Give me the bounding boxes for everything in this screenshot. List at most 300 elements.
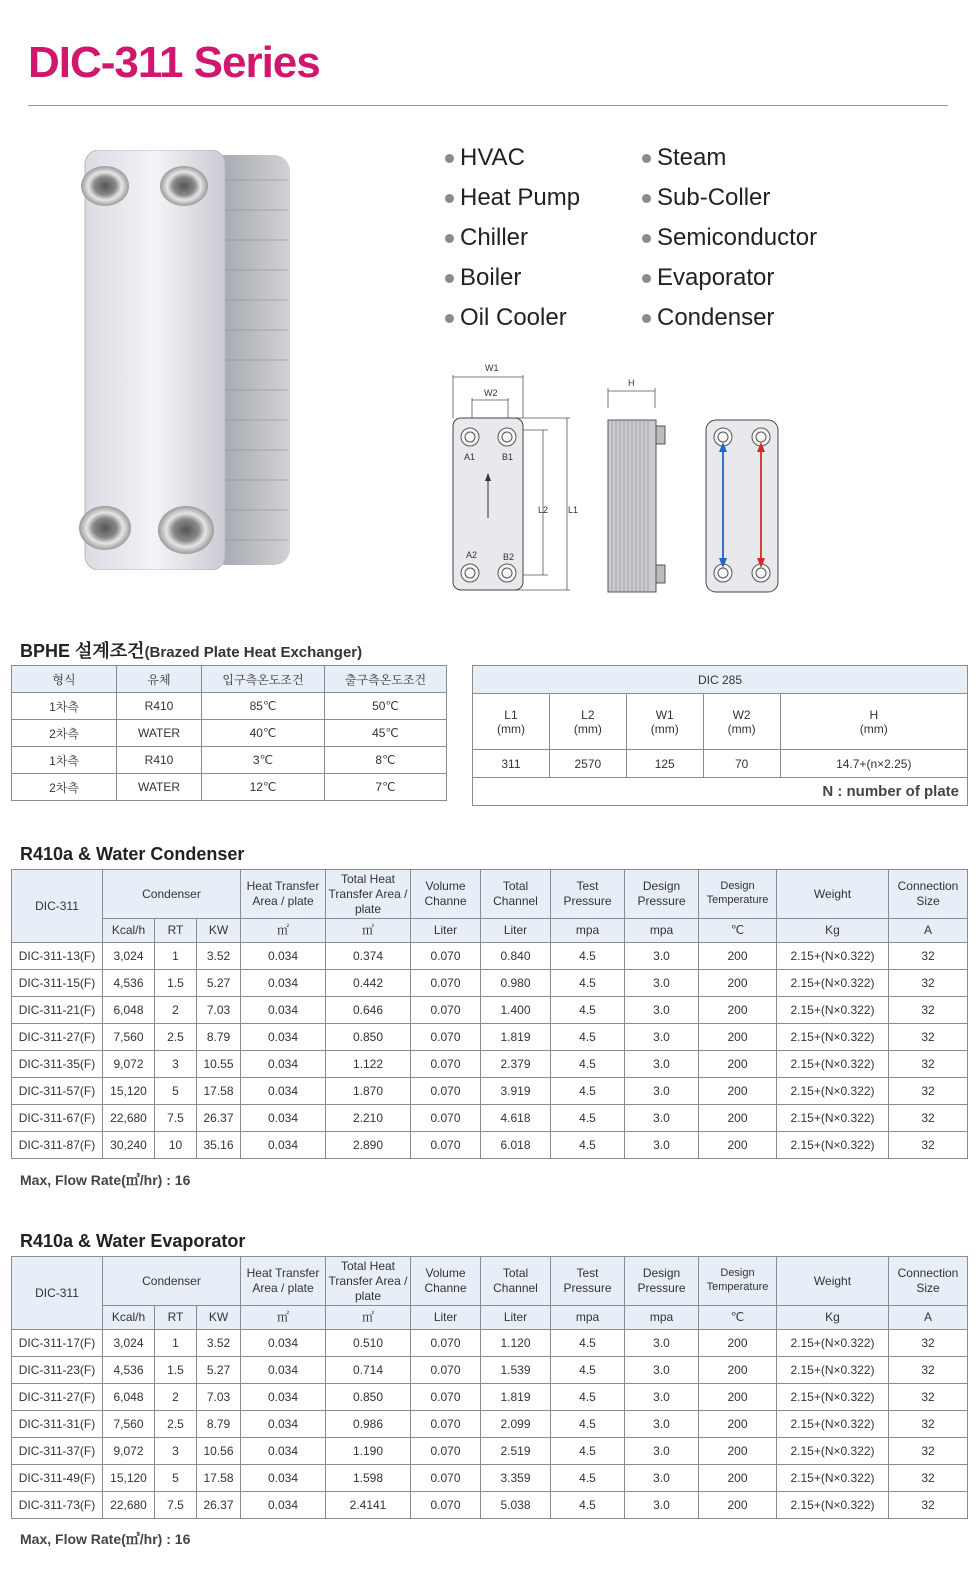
table-cell: 0.070 (411, 1024, 481, 1051)
application-item: Steam (642, 138, 817, 178)
table-cell: 3.0 (625, 1105, 699, 1132)
table-row (12, 1465, 968, 1492)
table-header-cell: Connection Size (889, 1257, 968, 1306)
table-cell: 7℃ (325, 774, 447, 801)
table-cell: 3.0 (625, 1051, 699, 1078)
table-cell: 3,024 (103, 943, 155, 970)
table-cell: 3.0 (625, 1384, 699, 1411)
bullet-icon (445, 194, 454, 203)
table-cell: 32 (889, 1078, 968, 1105)
table-cell: 4.5 (551, 1051, 625, 1078)
table-header-cell: Connection Size (889, 870, 968, 919)
table-header-cell: DIC-311 (12, 1257, 103, 1330)
table-cell: 1.190 (326, 1438, 411, 1465)
table-header-cell: Total Channel (481, 1257, 551, 1306)
table-cell: 0.034 (241, 1105, 326, 1132)
table-cell: 1.400 (481, 997, 551, 1024)
table-cell: 1.598 (326, 1465, 411, 1492)
table-cell: 32 (889, 1384, 968, 1411)
table-cell: 0.442 (326, 970, 411, 997)
table-cell: 15,120 (103, 1078, 155, 1105)
bphe-conditions-table (11, 665, 447, 801)
table-cell: 32 (889, 1465, 968, 1492)
a2-label: A2 (466, 550, 478, 560)
table-cell: 1 (155, 1330, 197, 1357)
table-row (473, 750, 968, 778)
evaporator-section-title: R410a & Water Evaporator (20, 1231, 246, 1251)
table-cell: 85℃ (202, 693, 325, 720)
table-cell: 2.15+(N×0.322) (777, 1024, 889, 1051)
table-cell: 3.52 (197, 1330, 241, 1357)
application-item: Heat Pump (445, 178, 580, 218)
table-header-cell: Weight (777, 1257, 889, 1306)
table-cell: 32 (889, 970, 968, 997)
table-cell: 0.034 (241, 1411, 326, 1438)
table-cell: 200 (699, 1024, 777, 1051)
table-header-cell: mpa (625, 919, 699, 943)
plate-note: N : number of plate (473, 778, 968, 806)
dimension-diagram (440, 360, 800, 605)
table-header-cell: Volume Channe (411, 870, 481, 919)
table-cell: 3.0 (625, 1330, 699, 1357)
table-cell: 3.0 (625, 1078, 699, 1105)
b2-label: B2 (503, 552, 515, 562)
table-header-cell: Kcal/h (103, 1306, 155, 1330)
table-header-cell: Liter (411, 919, 481, 943)
table-cell: 0.070 (411, 1330, 481, 1357)
table-header-cell: ㎡ (241, 1306, 326, 1330)
table-cell: 2차측 (12, 720, 117, 747)
table-cell: 200 (699, 970, 777, 997)
table-cell: 4.5 (551, 1438, 625, 1465)
table-cell: R410 (117, 693, 202, 720)
table-cell: DIC-311-27(F) (12, 1384, 103, 1411)
table-cell: 5 (155, 1465, 197, 1492)
table-cell: 3.0 (625, 1465, 699, 1492)
table-cell: 3.919 (481, 1078, 551, 1105)
table-cell: 32 (889, 1105, 968, 1132)
table-cell: 1.539 (481, 1357, 551, 1384)
table-cell: 4.5 (551, 970, 625, 997)
table-cell: 6.018 (481, 1132, 551, 1159)
table-header-cell: 출구측온도조건 (325, 666, 447, 693)
table-cell: 12℃ (202, 774, 325, 801)
table-cell: 311 (473, 750, 550, 778)
table-header-cell: ㎡ (326, 1306, 411, 1330)
table-header-cell: RT (155, 1306, 197, 1330)
table-cell: 1.870 (326, 1078, 411, 1105)
table-cell: 2차측 (12, 774, 117, 801)
table-cell: 0.070 (411, 1078, 481, 1105)
table-cell: 0.980 (481, 970, 551, 997)
table-header-cell: RT (155, 919, 197, 943)
table-row (12, 1384, 968, 1411)
table-cell: 50℃ (325, 693, 447, 720)
table-cell: 4,536 (103, 1357, 155, 1384)
table-cell: 2.4141 (326, 1492, 411, 1519)
table-cell: 4.5 (551, 1105, 625, 1132)
table-cell: DIC-311-21(F) (12, 997, 103, 1024)
condenser-table (11, 869, 968, 1159)
table-row (12, 1492, 968, 1519)
table-cell: 17.58 (197, 1465, 241, 1492)
table-header-cell: Weight (777, 870, 889, 919)
table-header-cell: A (889, 919, 968, 943)
application-item: Chiller (445, 218, 580, 258)
table-cell: 3.0 (625, 1411, 699, 1438)
bullet-icon (642, 234, 651, 243)
application-item: Sub-Coller (642, 178, 817, 218)
table-cell: DIC-311-57(F) (12, 1078, 103, 1105)
table-header-cell: DIC 285 (473, 666, 968, 694)
table-header-cell: Condenser (103, 1257, 241, 1306)
table-cell: DIC-311-27(F) (12, 1024, 103, 1051)
table-header-cell: mpa (551, 919, 625, 943)
table-cell: 0.714 (326, 1357, 411, 1384)
l2-label: L2 (538, 505, 549, 515)
table-cell: 200 (699, 1384, 777, 1411)
table-row (12, 1051, 968, 1078)
table-cell: 9,072 (103, 1051, 155, 1078)
table-cell: 7.5 (155, 1492, 197, 1519)
condenser-section-title: R410a & Water Condenser (20, 844, 245, 864)
bullet-icon (642, 194, 651, 203)
table-cell: 32 (889, 1357, 968, 1384)
table-row (12, 747, 447, 774)
table-cell: L1 (mm) (473, 694, 550, 750)
table-header-cell: KW (197, 1306, 241, 1330)
table-cell: 2.519 (481, 1438, 551, 1465)
table-row (12, 970, 968, 997)
table-cell: 17.58 (197, 1078, 241, 1105)
application-item: Oil Cooler (445, 298, 580, 338)
table-cell: WATER (117, 774, 202, 801)
table-cell: 2.15+(N×0.322) (777, 1384, 889, 1411)
table-cell: 4.5 (551, 1078, 625, 1105)
table-header-cell: Test Pressure (551, 870, 625, 919)
table-cell: 0.070 (411, 997, 481, 1024)
table-row (12, 693, 447, 720)
table-cell: 32 (889, 943, 968, 970)
table-header-cell: Liter (481, 919, 551, 943)
table-cell: 200 (699, 1132, 777, 1159)
table-cell: 2.15+(N×0.322) (777, 1051, 889, 1078)
table-cell: 200 (699, 1078, 777, 1105)
table-header-cell: ㎡ (326, 919, 411, 943)
table-cell: 0.034 (241, 970, 326, 997)
table-header-cell: 형식 (12, 666, 117, 693)
table-header-cell: Design Pressure (625, 870, 699, 919)
table-cell: 4.5 (551, 1465, 625, 1492)
table-cell: 3.0 (625, 1357, 699, 1384)
table-cell: 2.15+(N×0.322) (777, 1465, 889, 1492)
a1-label: A1 (464, 452, 476, 462)
table-cell: 0.840 (481, 943, 551, 970)
table-header-cell: Liter (411, 1306, 481, 1330)
table-cell: 3 (155, 1438, 197, 1465)
table-cell: 2.15+(N×0.322) (777, 1357, 889, 1384)
table-cell: 4.5 (551, 1357, 625, 1384)
table-cell: 7,560 (103, 1024, 155, 1051)
table-cell: 0.070 (411, 1492, 481, 1519)
table-header-cell: Liter (481, 1306, 551, 1330)
table-cell: DIC-311-49(F) (12, 1465, 103, 1492)
table-cell: 1차측 (12, 693, 117, 720)
table-cell: 1.5 (155, 1357, 197, 1384)
table-cell: 0.070 (411, 1438, 481, 1465)
table-cell: 4.618 (481, 1105, 551, 1132)
table-cell: 0.034 (241, 1132, 326, 1159)
table-cell: 3.0 (625, 1024, 699, 1051)
table-header-cell: ℃ (699, 1306, 777, 1330)
table-cell: 1.819 (481, 1024, 551, 1051)
table-header-cell: Total Heat Transfer Area / plate (326, 870, 411, 919)
table-cell: 4.5 (551, 943, 625, 970)
table-cell: 0.034 (241, 1330, 326, 1357)
table-cell: 10 (155, 1132, 197, 1159)
bphe-section-title: BPHE 설계조건(Brazed Plate Heat Exchanger) (20, 641, 363, 661)
table-cell: 4.5 (551, 1330, 625, 1357)
table-cell: 0.070 (411, 943, 481, 970)
table-row (12, 1438, 968, 1465)
table-header-cell: ㎡ (241, 919, 326, 943)
table-cell: W2 (mm) (703, 694, 780, 750)
table-header-cell: Heat Transfer Area / plate (241, 870, 326, 919)
table-cell: 2 (155, 997, 197, 1024)
table-cell: 0.510 (326, 1330, 411, 1357)
page-title: DIC-311 Series (28, 38, 320, 87)
table-cell: 0.374 (326, 943, 411, 970)
table-cell: 8℃ (325, 747, 447, 774)
b1-label: B1 (502, 452, 514, 462)
table-row (12, 943, 968, 970)
table-cell: 2.15+(N×0.322) (777, 1078, 889, 1105)
table-cell: 125 (626, 750, 703, 778)
table-header-cell: mpa (551, 1306, 625, 1330)
table-cell: DIC-311-15(F) (12, 970, 103, 997)
table-cell: 3℃ (202, 747, 325, 774)
table-cell: 45℃ (325, 720, 447, 747)
table-header-cell: mpa (625, 1306, 699, 1330)
table-cell: 0.070 (411, 1132, 481, 1159)
table-header-cell: Design Pressure (625, 1257, 699, 1306)
table-row (12, 720, 447, 747)
table-cell: 32 (889, 1492, 968, 1519)
l1-label: L1 (568, 505, 579, 515)
application-item: Semiconductor (642, 218, 817, 258)
table-cell: 200 (699, 1438, 777, 1465)
table-cell: 5 (155, 1078, 197, 1105)
table-cell: 1차측 (12, 747, 117, 774)
table-cell: 2.5 (155, 1411, 197, 1438)
table-row (12, 997, 968, 1024)
table-cell: 10.55 (197, 1051, 241, 1078)
table-cell: 7.03 (197, 997, 241, 1024)
application-item: Evaporator (642, 258, 817, 298)
table-cell: 1.5 (155, 970, 197, 997)
table-cell: 0.034 (241, 997, 326, 1024)
table-header-cell: Total Channel (481, 870, 551, 919)
table-header-cell: Design Temperature (699, 1257, 777, 1306)
table-cell: DIC-311-23(F) (12, 1357, 103, 1384)
table-cell: 7.03 (197, 1384, 241, 1411)
table-cell: 32 (889, 997, 968, 1024)
table-cell: 0.070 (411, 1384, 481, 1411)
table-cell: 4.5 (551, 1024, 625, 1051)
table-cell: 40℃ (202, 720, 325, 747)
table-cell: 0.034 (241, 1051, 326, 1078)
table-cell: 200 (699, 1051, 777, 1078)
h-label: H (628, 378, 635, 388)
table-cell: 200 (699, 1465, 777, 1492)
table-row (12, 1078, 968, 1105)
table-header-cell: Test Pressure (551, 1257, 625, 1306)
table-cell: 5.27 (197, 1357, 241, 1384)
condenser-flow-note: Max, Flow Rate(㎥/hr) : 16 (20, 1172, 191, 1188)
table-cell: 0.034 (241, 1492, 326, 1519)
table-cell: L2 (mm) (549, 694, 626, 750)
table-cell: 2.099 (481, 1411, 551, 1438)
table-header-cell: Heat Transfer Area / plate (241, 1257, 326, 1306)
table-cell: 4.5 (551, 1411, 625, 1438)
table-cell: 1.122 (326, 1051, 411, 1078)
table-cell: 0.034 (241, 1357, 326, 1384)
table-row (12, 1330, 968, 1357)
table-row (12, 1024, 968, 1051)
table-header-cell: Kg (777, 1306, 889, 1330)
table-cell: 0.034 (241, 1465, 326, 1492)
w2-label: W2 (484, 388, 498, 398)
table-cell: DIC-311-31(F) (12, 1411, 103, 1438)
table-cell: 3.0 (625, 1438, 699, 1465)
table-cell: 5.27 (197, 970, 241, 997)
table-cell: 200 (699, 1492, 777, 1519)
table-cell: 0.070 (411, 1411, 481, 1438)
table-cell: 0.034 (241, 943, 326, 970)
table-header-cell: 입구측온도조건 (202, 666, 325, 693)
table-cell: 2.210 (326, 1105, 411, 1132)
bullet-icon (642, 314, 651, 323)
table-cell: 14.7+(n×2.25) (780, 750, 967, 778)
application-item: HVAC (445, 138, 580, 178)
table-cell: 0.070 (411, 1465, 481, 1492)
table-cell: DIC-311-87(F) (12, 1132, 103, 1159)
table-cell: 3.0 (625, 997, 699, 1024)
table-cell: 3.0 (625, 943, 699, 970)
table-cell: 0.034 (241, 1078, 326, 1105)
table-cell: 0.034 (241, 1438, 326, 1465)
table-cell: 35.16 (197, 1132, 241, 1159)
table-cell: WATER (117, 720, 202, 747)
application-item: Condenser (642, 298, 817, 338)
table-cell: 3,024 (103, 1330, 155, 1357)
table-cell: 2.15+(N×0.322) (777, 1330, 889, 1357)
table-header-cell: DIC-311 (12, 870, 103, 943)
table-header-cell: Kcal/h (103, 919, 155, 943)
table-header-cell: Condenser (103, 870, 241, 919)
table-row (12, 1132, 968, 1159)
application-item: Boiler (445, 258, 580, 298)
table-cell: 0.850 (326, 1384, 411, 1411)
table-cell: 0.070 (411, 970, 481, 997)
table-cell: 7.5 (155, 1105, 197, 1132)
table-cell: 0.034 (241, 1024, 326, 1051)
table-row (12, 1411, 968, 1438)
table-cell: 2.15+(N×0.322) (777, 970, 889, 997)
table-header-cell: KW (197, 919, 241, 943)
table-cell: 8.79 (197, 1411, 241, 1438)
table-cell: 4.5 (551, 1384, 625, 1411)
table-cell: 26.37 (197, 1492, 241, 1519)
bullet-icon (445, 274, 454, 283)
table-cell: 26.37 (197, 1105, 241, 1132)
table-cell: 1 (155, 943, 197, 970)
table-cell: 7,560 (103, 1411, 155, 1438)
table-cell: 3.0 (625, 1492, 699, 1519)
table-cell: 4.5 (551, 997, 625, 1024)
table-cell: DIC-311-17(F) (12, 1330, 103, 1357)
table-header-cell: Volume Channe (411, 1257, 481, 1306)
table-cell: 1.819 (481, 1384, 551, 1411)
table-cell: 32 (889, 1024, 968, 1051)
table-cell: 32 (889, 1438, 968, 1465)
title-divider (28, 105, 948, 106)
table-cell: DIC-311-13(F) (12, 943, 103, 970)
table-cell: 10.56 (197, 1438, 241, 1465)
table-cell: 3.0 (625, 970, 699, 997)
table-cell: 15,120 (103, 1465, 155, 1492)
table-cell: 32 (889, 1132, 968, 1159)
table-cell: 0.034 (241, 1384, 326, 1411)
table-header-cell: 유체 (117, 666, 202, 693)
table-cell: 1.120 (481, 1330, 551, 1357)
table-cell: DIC-311-35(F) (12, 1051, 103, 1078)
table-cell: 0.986 (326, 1411, 411, 1438)
table-cell: 6,048 (103, 997, 155, 1024)
table-header-cell: Total Heat Transfer Area / plate (326, 1257, 411, 1306)
table-cell: 22,680 (103, 1492, 155, 1519)
table-cell: 6,048 (103, 1384, 155, 1411)
bphe-dimensions-table (472, 665, 968, 806)
evaporator-table (11, 1256, 968, 1519)
table-cell: 2.15+(N×0.322) (777, 943, 889, 970)
table-cell: 2.5 (155, 1024, 197, 1051)
table-cell: 32 (889, 1051, 968, 1078)
table-cell: 2.15+(N×0.322) (777, 1132, 889, 1159)
bullet-icon (445, 314, 454, 323)
table-cell: DIC-311-37(F) (12, 1438, 103, 1465)
table-cell: 200 (699, 1105, 777, 1132)
table-cell: 200 (699, 1357, 777, 1384)
table-cell: 0.646 (326, 997, 411, 1024)
table-header-cell: Design Temperature (699, 870, 777, 919)
bullet-icon (445, 154, 454, 163)
table-cell: 2.379 (481, 1051, 551, 1078)
table-cell: 70 (703, 750, 780, 778)
table-cell: 2.15+(N×0.322) (777, 997, 889, 1024)
bullet-icon (642, 154, 651, 163)
table-cell: 30,240 (103, 1132, 155, 1159)
table-cell: 2.15+(N×0.322) (777, 1492, 889, 1519)
table-cell: 4,536 (103, 970, 155, 997)
table-cell: 5.038 (481, 1492, 551, 1519)
table-cell: 0.070 (411, 1105, 481, 1132)
table-cell: 32 (889, 1330, 968, 1357)
table-cell: 200 (699, 1411, 777, 1438)
table-header-cell: Kg (777, 919, 889, 943)
table-cell: DIC-311-73(F) (12, 1492, 103, 1519)
table-cell: 8.79 (197, 1024, 241, 1051)
